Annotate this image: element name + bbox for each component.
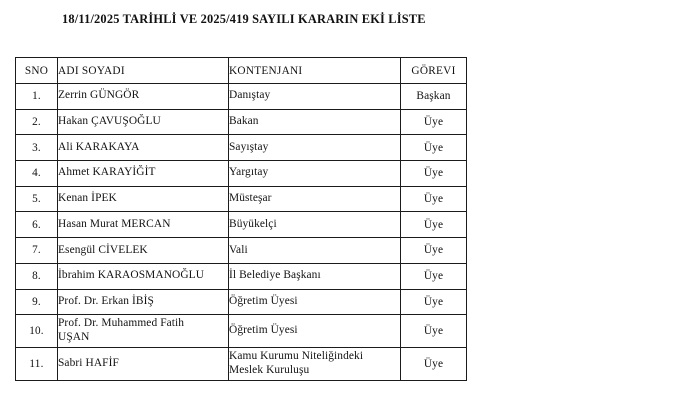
cell-quota-line1: İl Belediye Başkanı: [229, 269, 321, 282]
cell-name: [58, 84, 229, 110]
table-row: [16, 109, 467, 135]
cell-name: [58, 238, 229, 264]
cell-sno: 2.: [16, 109, 58, 135]
table-row: [16, 289, 467, 315]
table-row: [16, 186, 467, 212]
cell-role: Üye: [401, 348, 467, 381]
cell-quota: [229, 109, 401, 135]
cell-name-line1: Esengül CİVELEK: [58, 243, 148, 256]
cell-role: Üye: [401, 109, 467, 135]
cell-name: [58, 315, 229, 348]
cell-role: Üye: [401, 263, 467, 289]
cell-name-line1: Sabri HAFİF: [58, 357, 119, 370]
table-header-row: [16, 58, 467, 84]
cell-quota: [229, 238, 401, 264]
table-row: [16, 161, 467, 187]
members-table: [15, 57, 467, 381]
cell-name-line1: Hakan ÇAVUŞOĞLU: [58, 115, 161, 128]
cell-sno: 7.: [16, 238, 58, 264]
cell-role: Üye: [401, 161, 467, 187]
list-table-container: [15, 57, 466, 381]
cell-quota-line2: Meslek Kuruluşu: [229, 364, 310, 377]
cell-quota-line1: Danıştay: [229, 89, 271, 102]
cell-sno: 9.: [16, 289, 58, 315]
cell-quota-line1: Vali: [229, 243, 248, 256]
cell-quota: [229, 289, 401, 315]
cell-sno: 6.: [16, 212, 58, 238]
cell-name: [58, 109, 229, 135]
cell-sno: 5.: [16, 186, 58, 212]
cell-name: [58, 289, 229, 315]
table-header: [16, 58, 467, 84]
column-header-quota: KONTENJANI: [229, 58, 401, 84]
cell-name: [58, 161, 229, 187]
cell-quota: [229, 315, 401, 348]
cell-name: [58, 348, 229, 381]
table-row: [16, 135, 467, 161]
cell-role: Üye: [401, 186, 467, 212]
cell-sno: 1.: [16, 84, 58, 110]
table-row: [16, 212, 467, 238]
column-header-sno: SNO: [16, 58, 58, 84]
cell-role: Üye: [401, 238, 467, 264]
cell-name: [58, 186, 229, 212]
cell-quota-line1: Öğretim Üyesi: [229, 324, 298, 337]
column-header-name: ADI SOYADI: [58, 58, 229, 84]
cell-name-line1: Ali KARAKAYA: [58, 140, 140, 153]
cell-quota: [229, 212, 401, 238]
cell-name-line1: Prof. Dr. Erkan İBİŞ: [58, 294, 154, 307]
cell-sno: 10.: [16, 315, 58, 348]
table-row: [16, 315, 467, 348]
table-row: [16, 84, 467, 110]
cell-name: [58, 263, 229, 289]
cell-role: Üye: [401, 315, 467, 348]
table-row: [16, 348, 467, 381]
cell-name: [58, 212, 229, 238]
cell-name-line1: Prof. Dr. Muhammed Fatih: [58, 317, 185, 330]
cell-quota-line1: Sayıştay: [229, 140, 269, 153]
table-row: [16, 263, 467, 289]
cell-quota-line1: Müsteşar: [229, 192, 272, 205]
cell-quota: [229, 84, 401, 110]
cell-quota: [229, 263, 401, 289]
cell-sno: 3.: [16, 135, 58, 161]
cell-quota: [229, 135, 401, 161]
cell-quota: [229, 348, 401, 381]
page-title: 18/11/2025 TARİHLİ VE 2025/419 SAYILI KARARIN EKİ LİSTE: [62, 12, 426, 26]
cell-role: Üye: [401, 289, 467, 315]
cell-name-line1: Kenan İPEK: [58, 192, 117, 205]
cell-sno: 4.: [16, 161, 58, 187]
cell-name-line1: İbrahim KARAOSMANOĞLU: [58, 269, 205, 282]
table-body: [16, 84, 467, 381]
cell-quota: [229, 186, 401, 212]
cell-name-line2: UŞAN: [58, 331, 90, 344]
cell-role: Başkan: [401, 84, 467, 110]
cell-role: Üye: [401, 135, 467, 161]
cell-quota-line1: Kamu Kurumu Niteliğindeki: [229, 350, 364, 363]
cell-sno: 11.: [16, 348, 58, 381]
cell-name-line1: Ahmet KARAYİĞİT: [58, 166, 156, 179]
cell-name-line1: Hasan Murat MERCAN: [58, 217, 171, 230]
cell-quota-line1: Yargıtay: [229, 166, 269, 179]
cell-quota-line1: Öğretim Üyesi: [229, 294, 298, 307]
table-row: [16, 238, 467, 264]
column-header-role: GÖREVI: [401, 58, 467, 84]
cell-name-line1: Zerrin GÜNGÖR: [58, 89, 140, 102]
cell-role: Üye: [401, 212, 467, 238]
cell-quota: [229, 161, 401, 187]
cell-quota-line1: Büyükelçi: [229, 217, 277, 230]
cell-sno: 8.: [16, 263, 58, 289]
cell-quota-line1: Bakan: [229, 115, 259, 128]
cell-name: [58, 135, 229, 161]
